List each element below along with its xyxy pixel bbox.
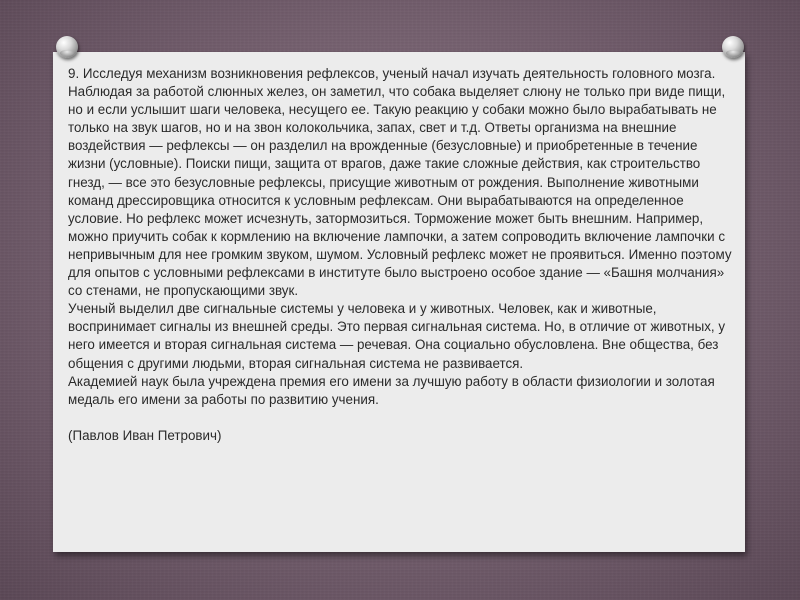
text-block — [68, 65, 736, 445]
paragraph: Академией наук была учреждена премия его имени за лучшую работу в области физиологии и золотая медаль его имени за работы по развитию учения. — [68, 373, 715, 407]
pushpin-icon — [56, 36, 78, 58]
paragraph: Ученый выделил две сигнальные системы у человека и у животных. Человек, как и животные, воспринимает сигналы из внешней среды. Это первая сигнальная система. Но, в отличие от животных, у него имеется и вторая сигнальная система — речевая. Она социально обусловлена. Вне общества, без общения с другими людьми, вторая сигнальная система не развивается. — [68, 301, 726, 371]
signature: (Павлов Иван Петрович) — [68, 427, 222, 443]
pushpin-icon — [722, 36, 744, 58]
paragraph: 9. Исследуя механизм возникновения рефлексов, ученый начал изучать деятельность головного мозга. Наблюдая за работой слюнных желез, он заметил, что собака выделяет слюну не только при виде пищи, но и если услышит шаги человека, несущего ее. Такую реакцию у собаки можно было вырабатывать не только на звук шагов, но и на звон колокольчика, запах, свет и т.д. Ответы организма на внешние воздействия — рефлексы — он разделил на врожденные (безусловные) и приобретенные в течение жизни (условные). Поиски пищи, защита от врагов, даже такие сложные действия, как строительство гнезд, — все это безусловные рефлексы, присущие животным от рождения. Выполнение животными команд дрессировщика относится к условным рефлексам. Они вырабатываются на определенное условие. Но рефлекс может исчезнуть, затормозиться. Торможение может быть внешним. Например, можно приучить собак к кормлению на включение лампочки, а затем сопроводить включение лампочки с непривычным для нее громким звуком, шумом. Условный рефлекс может не проявиться. Именно поэтому для опытов с условными рефлексами в институте было выстроено особое здание — «Башня молчания» со стенами, не пропускающими звук. — [68, 66, 732, 299]
